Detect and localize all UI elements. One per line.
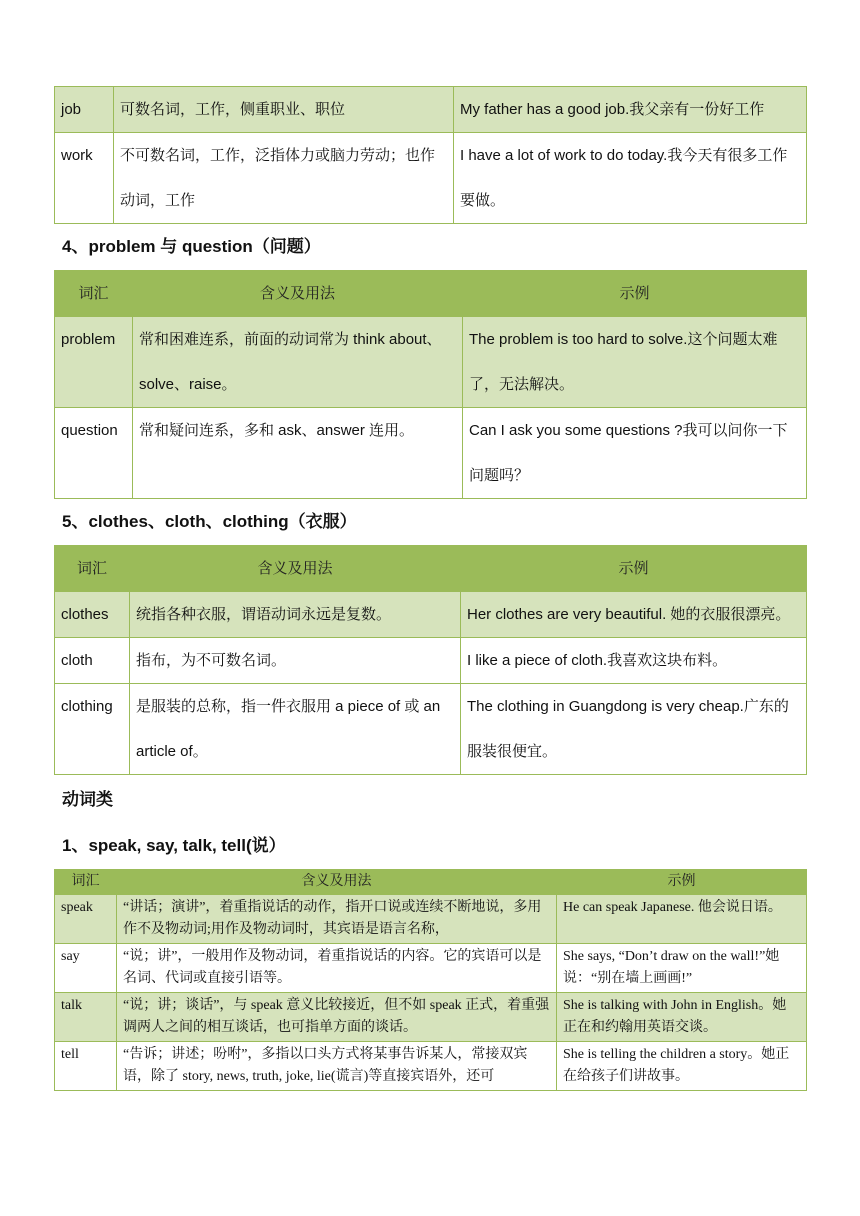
word-cell: cloth	[55, 638, 130, 684]
category-heading: 动词类	[62, 790, 113, 809]
word-cell: problem	[55, 317, 133, 408]
document-page	[54, 86, 806, 1091]
clothes-table	[54, 545, 807, 775]
table-row	[55, 944, 807, 993]
example-cell: She is talking with John in English。她正在和约翰用英语交谈。	[557, 993, 807, 1042]
column-header: 含义及用法	[117, 870, 557, 895]
word-cell: clothing	[55, 684, 130, 775]
column-header: 示例	[557, 870, 807, 895]
meaning-cell: 可数名词，工作，侧重职业、职位	[114, 87, 454, 133]
example-cell: Can I ask you some questions ?我可以问你一下问题吗？	[463, 408, 807, 499]
table-header-row	[55, 870, 807, 895]
meaning-cell: 不可数名词，工作，泛指体力或脑力劳动；也作动词，工作	[114, 133, 454, 224]
column-header: 词汇	[55, 870, 117, 895]
example-cell: She is telling the children a story。她正在给孩子们讲故事。	[557, 1042, 807, 1091]
word-cell: job	[55, 87, 114, 133]
table-row	[55, 87, 807, 133]
speak-say-talk-tell-table	[54, 869, 807, 1091]
meaning-cell: 常和疑问连系，多和 ask、answer 连用。	[133, 408, 463, 499]
meaning-cell: “告诉；讲述；吩咐”，多指以口头方式将某事告诉某人，常接双宾语，除了 story, news, truth, joke, lie(谎言)等直接宾语外，还可	[117, 1042, 557, 1091]
table-header-row	[55, 271, 807, 317]
example-cell: He can speak Japanese. 他会说日语。	[557, 895, 807, 944]
column-header: 含义及用法	[130, 546, 461, 592]
example-cell: My father has a good job.我父亲有一份好工作	[454, 87, 807, 133]
table-row	[55, 317, 807, 408]
word-cell: speak	[55, 895, 117, 944]
table-row	[55, 1042, 807, 1091]
table-row	[55, 684, 807, 775]
meaning-cell: 指布，为不可数名词。	[130, 638, 461, 684]
column-header: 词汇	[55, 271, 133, 317]
job-work-table	[54, 86, 807, 224]
meaning-cell: “说；讲；谈话”，与 speak 意义比较接近，但不如 speak 正式，着重强调两人之间的相互谈话，也可指单方面的谈话。	[117, 993, 557, 1042]
table-row	[55, 993, 807, 1042]
meaning-cell: 是服装的总称，指一件衣服用 a piece of 或 an article of。	[130, 684, 461, 775]
meaning-cell: “讲话；演讲”，着重指说话的动作，指开口说或连续不断地说，多用作不及物动词;用作及物动词时，其宾语是语言名称，	[117, 895, 557, 944]
table-row	[55, 133, 807, 224]
column-header: 示例	[461, 546, 807, 592]
section-heading: 1、speak, say, talk, tell(说）	[62, 836, 286, 855]
word-cell: talk	[55, 993, 117, 1042]
table-row	[55, 592, 807, 638]
word-cell: say	[55, 944, 117, 993]
meaning-cell: 统指各种衣服，谓语动词永远是复数。	[130, 592, 461, 638]
meaning-cell: 常和困难连系，前面的动词常为 think about、solve、raise。	[133, 317, 463, 408]
example-cell: I like a piece of cloth.我喜欢这块布料。	[461, 638, 807, 684]
example-cell: The clothing in Guangdong is very cheap.广东的服装很便宜。	[461, 684, 807, 775]
table-row	[55, 408, 807, 499]
example-cell: Her clothes are very beautiful. 她的衣服很漂亮。	[461, 592, 807, 638]
word-cell: work	[55, 133, 114, 224]
example-cell: I have a lot of work to do today.我今天有很多工作要做。	[454, 133, 807, 224]
word-cell: tell	[55, 1042, 117, 1091]
example-cell: She says, “Don’t draw on the wall!”她说：“别在墙上画画!”	[557, 944, 807, 993]
table-header-row	[55, 546, 807, 592]
word-cell: clothes	[55, 592, 130, 638]
column-header: 含义及用法	[133, 271, 463, 317]
problem-question-table	[54, 270, 807, 499]
table-row	[55, 895, 807, 944]
example-cell: The problem is too hard to solve.这个问题太难了，无法解决。	[463, 317, 807, 408]
section-heading: 5、clothes、cloth、clothing（衣服）	[62, 512, 357, 531]
column-header: 词汇	[55, 546, 130, 592]
table-row	[55, 638, 807, 684]
column-header: 示例	[463, 271, 807, 317]
meaning-cell: “说；讲”，一般用作及物动词，着重指说话的内容。它的宾语可以是名词、代词或直接引语等。	[117, 944, 557, 993]
word-cell: question	[55, 408, 133, 499]
section-heading: 4、problem 与 question（问题）	[62, 237, 321, 256]
